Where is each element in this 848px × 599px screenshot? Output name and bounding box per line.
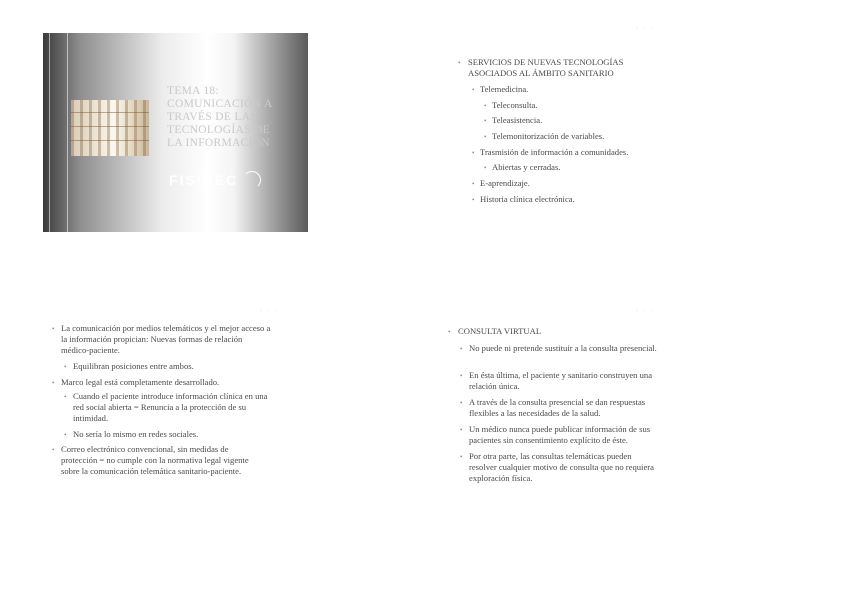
fisidec-logo: FISIDEC <box>169 172 239 188</box>
list-item: La comunicación por medios telemáticos y el mejor acceso a la información propician: Nuevas formas de relación médico-paciente. <box>61 323 271 355</box>
bullet-icon: • <box>460 399 463 407</box>
list-item: Correo electrónico convencional, sin medidas de protección = no cumple con la normativa legal vigente sobre la comunicación telemática sanitario-paciente. <box>61 444 249 476</box>
bullet-icon: • <box>460 453 463 461</box>
slide-corner-mark: · · · <box>636 308 655 314</box>
list-item: Telemonitorización de variables. <box>492 131 605 141</box>
bullet-icon: • <box>484 102 487 110</box>
list-item: Teleasistencia. <box>492 115 543 125</box>
bullet-icon: • <box>52 446 55 454</box>
bullet-icon: • <box>460 426 463 434</box>
slide-heading: SERVICIOS DE NUEVAS TECNOLOGÍAS ASOCIADOS AL ÁMBITO SANITARIO <box>468 57 624 78</box>
bullet-icon: • <box>472 86 475 94</box>
list-item: Marco legal está completamente desarrollado. <box>61 377 220 387</box>
slide-corner-mark: · · · <box>636 26 655 32</box>
bullet-icon: • <box>472 180 475 188</box>
list-item: Por otra parte, las consultas telemáticas pueden resolver cualquier motivo de consulta que no requiera exploración física. <box>469 451 654 483</box>
list-item: No puede ni pretende sustituir a la consulta presencial. <box>469 343 657 353</box>
list-item: A través de la consulta presencial se dan respuestas flexibles a las necesidades de la salud. <box>469 397 646 418</box>
list-item: No sería lo mismo en redes sociales. <box>73 429 199 439</box>
list-item: Historia clínica electrónica. <box>480 194 575 204</box>
bullet-icon: • <box>472 196 475 204</box>
list-item: Abiertas y cerradas. <box>492 162 561 172</box>
bullet-icon: • <box>472 149 475 157</box>
slide-communication <box>0 300 424 599</box>
bullet-icon: • <box>460 372 463 380</box>
bullet-icon: • <box>64 393 67 401</box>
bullet-icon: • <box>448 328 451 336</box>
list-item: Trasmisión de información a comunidades. <box>480 147 629 157</box>
bullet-icon: • <box>64 363 67 371</box>
slide-virtual-consultation <box>424 300 848 599</box>
list-item: Un médico nunca puede publicar información de sus pacientes sin consentimiento explícito de éste. <box>469 424 651 445</box>
list-item: E-aprendizaje. <box>480 178 530 188</box>
list-item: Telemedicina. <box>480 84 529 94</box>
list-item: Equilibran posiciones entre ambos. <box>73 361 194 371</box>
list-item: Teleconsulta. <box>492 100 538 110</box>
slide-title: TEMA 18: COMUNICACIÓN A TRAVÉS DE LAS TECNOLOGÍAS DE LA INFORMACIÓN <box>167 85 273 149</box>
bullet-icon: • <box>52 325 55 333</box>
bullet-icon: • <box>52 379 55 387</box>
bullet-icon: • <box>484 164 487 172</box>
list-item: En ésta última, el paciente y sanitario construyen una relación única. <box>469 370 653 391</box>
slide-corner-mark: · · · <box>260 308 279 314</box>
bullet-icon: • <box>64 431 67 439</box>
bullet-icon: • <box>458 59 461 67</box>
bullet-icon: • <box>460 345 463 353</box>
list-item: Cuando el paciente introduce información clínica en una red social abierta = Renuncia a la protección de su intimidad. <box>73 391 268 423</box>
bullet-icon: • <box>484 133 487 141</box>
bullet-icon: • <box>484 117 487 125</box>
slide-heading: CONSULTA VIRTUAL <box>458 326 542 336</box>
